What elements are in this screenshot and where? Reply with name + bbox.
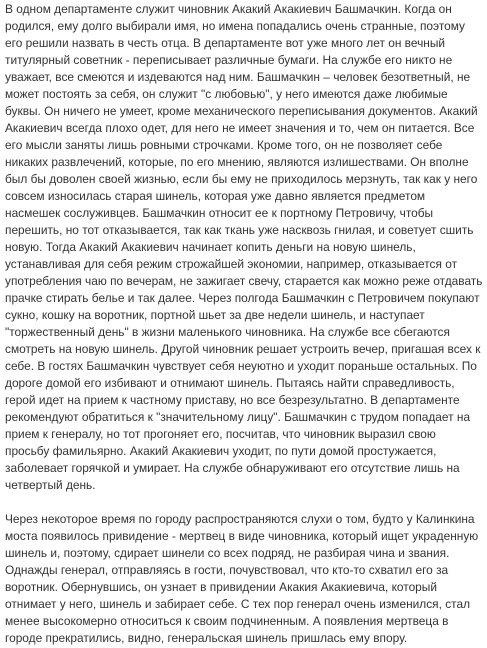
summary-paragraph-1: В одном департаменте служит чиновник Акакий Акакиевич Башмачкин. Когда он родился, ему долго выбирали имя, но имена попадались очень странные, поэтому его решили назвать в честь отца. В департаменте вот уже много лет он вечный титулярный советник - переписывает различные бумаги. На службе его никто не уважает, все смеются и издеваются над ним. Башмачкин – человек безответный, не может постоять за себя, он служит "с любовью", у него имеются даже любимые буквы. Он ничего не умеет, кроме механического переписывания документов. Акакий Акакиевич всегда плохо одет, для него не имеет значения и то, чем он питается. Все его мысли заняты лишь ровными строчками. Кроме того, он не позволяет себе никаких развлечений, которые, по его мнению, являются излишествами. Он вполне был бы доволен своей жизнью, если бы ему не приходилось мерзнуть, так как у него совсем износилась старая шинель, которая уже давно является предметом насмешек сослуживцев. Башмачкин относит ее к портному Петровичу, чтобы перешить, но тот отказывается, так как ткань уже насквозь гнилая, и советует сшить новую. Тогда Акакий Акакиевич начинает копить деньги на новую шинель, устанавливая для себя режим строжайшей экономии, например, отказывается от употребления чаю по вечерам, не зажигает свечу, старается как можно реже отдавать прачке стирать белье и так далее. Через полгода Башмачкин с Петровичем покупают сукно, кошку на воротник, портной шьет за две недели шинель, и наступает "торжественный день" в жизни маленького чиновника. На службе все сбегаются смотреть на новую шинель. Другой чиновник решает устроить вечер, пригашая всех к себе. В гостях Башмачкин чувствует себя неуютно и уходит пораньше остальных. По дороге домой его избивают и отнимают шинель. Пытаясь найти справедливость, герой идет на прием к частному приставу, но все безрезультатно. В департаменте рекомендуют обратиться к "значительному лицу". Башмачкин с трудом попадает на прием к генералу, но тот прогоняет его, посчитав, что чиновник выразил свою просьбу фамильярно. Акакий Акакиевич уходит, по пути домой простужается, заболевает горячкой и умирает. На службе обнаруживают его отсутствие лишь на четвертый день. (5, 2, 483, 492)
summary-paragraph-2: Через некоторое время по городу распространяются слухи о том, будто у Калинкина моста появилось привидение - мертвец в виде чиновника, который ищет украденную шинель и, поэтому, сдирает шинели со всех подряд, не разбирая чина и звания. Однажды генерал, отправляясь в гости, почувствовал, что кто-то схватил его за воротник. Обернувшись, он узнает в привидении Акакия Акакиевича, который отнимает у него, шинель и забирает себе. С тех пор генерал очень изменился, стал менее высокомерно относиться к своим подчиненным. А появления мертвеца в городе прекратились, видно, генеральская шинель пришлась ему впору. (5, 512, 479, 645)
